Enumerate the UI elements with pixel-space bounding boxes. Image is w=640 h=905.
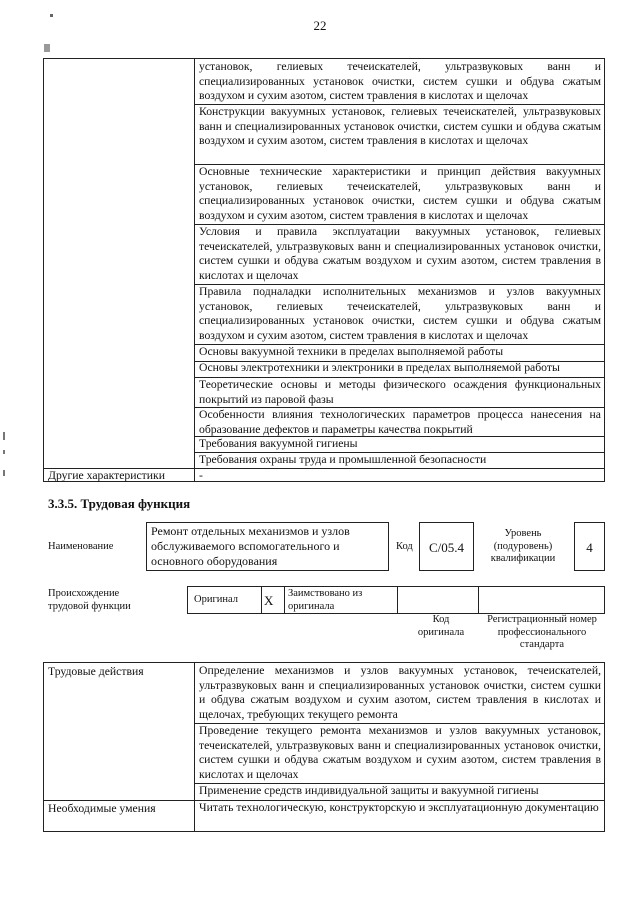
knowledge-row: Правила подналадки исполнительных механизмов и узлов вакуумных установок, гелиевых течеискателей, ультразвуковых ванн и специализированных установок очистки, систем сушки и обдува сжатым воздухом и сухим азотом, систем травления в кислотах и щелочах [199, 285, 601, 342]
name-value: Ремонт отдельных механизмов и узлов обслуживаемого вспомогательного и основного оборудования [151, 524, 350, 568]
knowledge-row: Требования вакуумной гигиены [199, 437, 358, 450]
level-box [574, 522, 605, 571]
scan-mark [44, 44, 50, 52]
section-title: 3.3.5. Трудовая функция [48, 496, 191, 511]
name-box [146, 522, 389, 571]
actions-label: Трудовые действия [48, 665, 144, 678]
action-row: Применение средств индивидуальной защиты и вакуумной гигиены [199, 784, 539, 797]
knowledge-row: Теоретические основы и методы физического осаждения функциональных покрытий из паровой фазы [199, 378, 601, 406]
action-row: Проведение текущего ремонта механизмов и узлов вакуумных установок, течеискателей, ультразвуковых ванн и специализированных установок очистки, систем сушки и обдува сжатым воздухом и сухим азотом, систем травления в кислотах и щелочах [199, 724, 601, 781]
knowledge-row: Конструкции вакуумных установок, гелиевых течеискателей, ультразвуковых ванн и специализированных установок очистки, систем сушки и обдува сжатым воздухом и сухим азотом, систем травления в кислотах и щелочах [199, 105, 601, 148]
code-value: C/05.4 [428, 540, 465, 555]
origin-box [187, 586, 605, 614]
borrowed-label: Заимствовано из оригинала [288, 588, 363, 612]
original-mark: X [264, 593, 274, 608]
page-number: 22 [313, 18, 327, 33]
reg-number-label: Регистрационный номер профессионального стандарта [487, 614, 597, 650]
knowledge-row: Основные технические характеристики и принцип действия вакуумных установок, гелиевых течеискателей, ультразвуковых ванн и специализированных установок очистки, систем сушки и обдува сжатым воздухом и сухим азотом, систем травления в кислотах и щелочах [199, 165, 601, 222]
level-label: Уровень (подуровень) квалификации [490, 528, 556, 564]
scan-edge-mark [3, 432, 5, 440]
name-label: Наименование [48, 541, 114, 552]
level-value: 4 [586, 540, 593, 555]
origin-label: Происхождение трудовой функции [48, 588, 131, 612]
code-label: Код [396, 541, 413, 552]
skill-row: Читать технологическую, конструкторскую и эксплуатационную документацию [199, 801, 599, 814]
original-label: Оригинал [194, 594, 238, 605]
skills-label: Необходимые умения [48, 802, 156, 815]
knowledge-row: Особенности влияния технологических параметров процесса нанесения на образование дефектов и параметры качества покрытий [199, 408, 601, 436]
other-characteristics-value: - [199, 469, 203, 482]
other-characteristics-label: Другие характеристики [48, 469, 165, 482]
knowledge-row: Основы вакуумной техники в пределах выполняемой работы [199, 345, 504, 358]
knowledge-row: Требования охраны труда и промышленной безопасности [199, 453, 487, 466]
knowledge-table [43, 58, 605, 482]
work-actions-table [43, 662, 605, 832]
scan-dot [50, 14, 53, 17]
scan-edge-mark [3, 470, 5, 476]
knowledge-row: Условия и правила эксплуатации вакуумных установок, гелиевых течеискателей, ультразвуковых ванн и специализированных установок очистки, систем сушки и обдува сжатым воздухом и сухим азотом, систем травления в кислотах и щелочах [199, 225, 601, 282]
knowledge-row: Основы электротехники и электроники в пределах выполняемой работы [199, 361, 560, 374]
knowledge-row: установок, гелиевых течеискателей, ультразвуковых ванн и специализированных установок очистки, систем сушки и обдува сжатым воздухом и сухим азотом, систем травления в кислотах и щелочах [199, 60, 601, 103]
origin-code-label: Код оригинала [417, 614, 465, 638]
action-row: Определение механизмов и узлов вакуумных установок, течеискателей, ультразвуковых ванн и специализированных установок очистки, систем сушки и обдува сжатым воздухом и сухим азотом, систем травления в кислотах и щелочах, требующих текущего ремонта [199, 664, 601, 721]
scan-edge-mark [3, 450, 5, 454]
code-box [419, 522, 474, 571]
